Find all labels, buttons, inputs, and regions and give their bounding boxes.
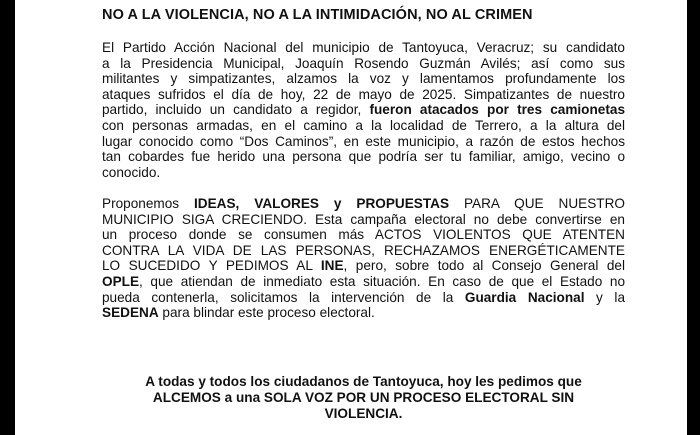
document-title: NO A LA VIOLENCIA, NO A LA INTIMIDACIÓN, NO AL CRIMEN <box>102 7 533 23</box>
paragraph-line <box>102 212 625 228</box>
paragraph-line: lugar conocido como “Dos Caminos”, en este municipio, a razón de estos hechos <box>102 133 625 149</box>
closing-line: ALCEMOS a una SOLA VOZ POR UN PROCESO ELECTORAL SIN <box>152 390 575 405</box>
paragraph-text: , que atiendan de inmediato esta situación. En caso de que el Estado no <box>139 273 625 289</box>
paragraph-line <box>102 258 625 274</box>
paragraph-text: PARA QUE NUESTRO <box>449 196 626 211</box>
paragraph-text: partido, incluido un candidato a regidor, <box>102 102 370 118</box>
paragraph-line: CONTRA LA VIDA DE LAS PERSONAS, RECHAZAMOS ENERGÉTICAMENTE <box>102 242 625 258</box>
paragraph-proposals <box>102 196 625 321</box>
paragraph-text: Proponemos <box>102 196 195 211</box>
bold-phrase-ideas: IDEAS, VALORES y PROPUESTAS <box>194 196 450 211</box>
paragraph-line: tan cobardes fue herido una persona que podría ser tu familiar, amigo, vecino o <box>102 149 625 165</box>
paragraph-text: , pero, sobre todo al Consejo General del <box>343 258 625 274</box>
closing-line: VIOLENCIA. <box>324 406 403 421</box>
paragraph-line: a la Presidencia Municipal, Joaquín Rosendo Guzmán Avilés; así como sus <box>102 55 625 71</box>
paragraph-text: pueda contenerla, solicitamos la intervención de la <box>102 289 465 305</box>
bold-phrase-attack: fueron atacados por tres camionetas <box>369 102 625 118</box>
paragraph-line <box>102 305 625 321</box>
paragraph-text: MUNICIPIO SIGA CRECIENDO. <box>102 211 307 227</box>
paragraph-text: LO SUCEDIDO Y PEDIMOS AL <box>102 258 321 274</box>
paragraph-line: ataques sufridos el día de hoy, 22 de mayo de 2025. Simpatizantes de nuestro <box>102 86 625 102</box>
paragraph-line: un proceso donde se consumen más ACTOS VIOLENTOS QUE ATENTEN <box>102 227 625 243</box>
closing-line: A todas y todos los ciudadanos de Tantoyuca, hoy les pedimos que <box>145 374 582 389</box>
paragraph-line: El Partido Acción Nacional del municipio de Tantoyuca, Veracruz; su candidato <box>102 40 625 55</box>
bold-phrase-ine: INE <box>320 258 344 274</box>
closing-statement <box>102 374 625 422</box>
document-page <box>15 0 687 435</box>
paragraph-line <box>102 290 625 306</box>
paragraph-text: para blindar este proceso electoral. <box>158 305 375 321</box>
bold-phrase-sedena: SEDENA <box>102 305 159 321</box>
paragraph-text: y la <box>584 289 626 305</box>
paragraph-line: con personas armadas, en el camino a la localidad de Terrero, a la altura del <box>102 117 625 133</box>
paragraph-incident <box>102 40 625 180</box>
paragraph-line: militantes y simpatizantes, alzamos la voz y lamentamos profundamente los <box>102 71 625 87</box>
paragraph-line: conocido. <box>102 164 161 180</box>
paragraph-line <box>102 102 625 118</box>
paragraph-line <box>102 196 625 212</box>
bold-phrase-ople: OPLE <box>102 273 140 289</box>
paragraph-text: Esta campaña electoral no debe convertirse en <box>306 211 625 227</box>
paragraph-line <box>102 274 625 290</box>
bold-phrase-guardia: Guardia Nacional <box>464 289 585 305</box>
